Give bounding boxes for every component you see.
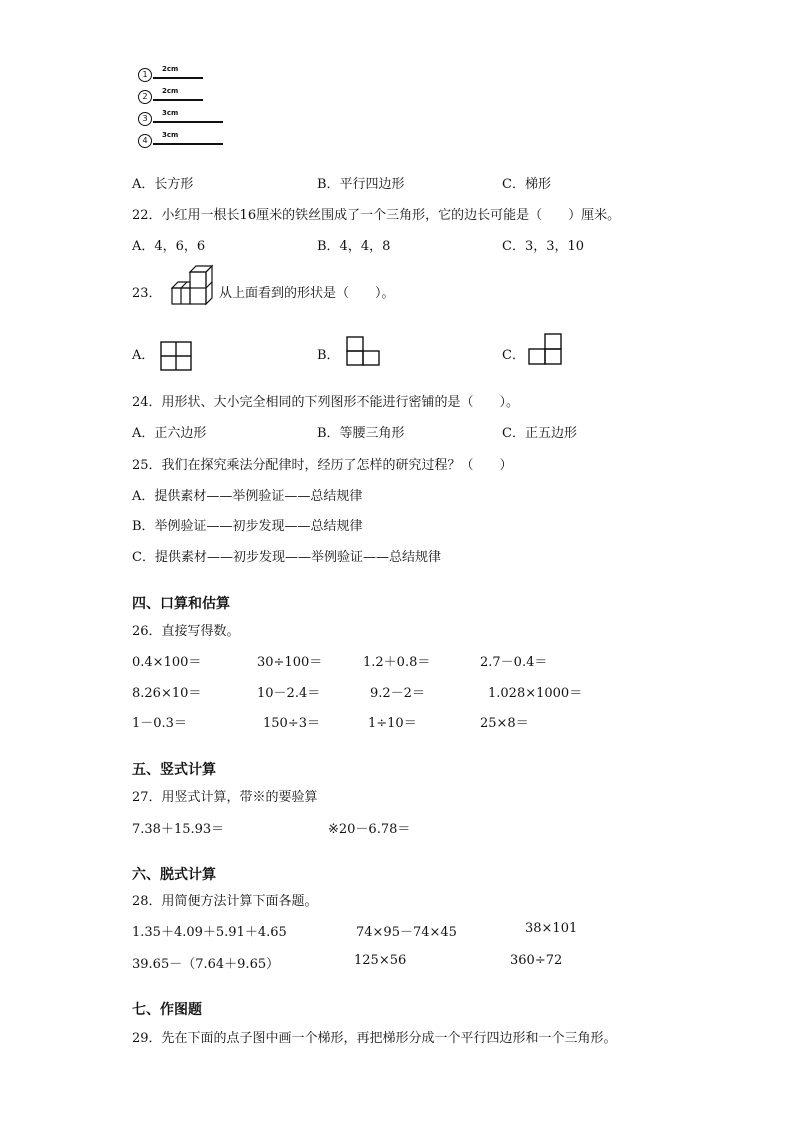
q23-option-b-label: B．	[317, 348, 340, 363]
vertical-calc-item: 7.38＋15.93＝	[132, 822, 225, 837]
calc-item: 1.028×1000＝	[488, 686, 583, 701]
simplify-item: 38×101	[525, 921, 578, 936]
q27-question: 27．用竖式计算，带※的要验算	[132, 790, 318, 805]
segment-line	[153, 121, 223, 123]
q23-option-a-figure	[160, 341, 194, 373]
segment-line	[153, 77, 203, 79]
section-6-title: 六、脱式计算	[132, 867, 216, 883]
q22-option-b: B．4，4，8	[317, 239, 391, 254]
calc-item: 2.7－0.4＝	[480, 655, 548, 670]
q25-option-a: A．提供素材——举例验证——总结规律	[132, 489, 363, 504]
calc-item: 10－2.4＝	[257, 686, 321, 701]
section-5-title: 五、竖式计算	[132, 762, 216, 778]
q24-option-a: A．正六边形	[132, 426, 207, 441]
q23-number: 23．	[132, 286, 162, 301]
q22-question: 22．小红用一根长16厘米的铁丝围成了一个三角形，它的边长可能是（ ）厘米。	[132, 208, 621, 223]
segment-number: 3	[138, 112, 152, 126]
calc-item: 25×8＝	[480, 716, 529, 731]
q26-question: 26．直接写得数。	[132, 624, 240, 639]
q25-option-c: C．提供素材——初步发现——举例验证——总结规律	[132, 550, 441, 565]
q24-option-b: B．等腰三角形	[317, 426, 405, 441]
simplify-item: 1.35＋4.09＋5.91＋4.65	[132, 925, 287, 940]
segment-number: 1	[138, 68, 152, 82]
calc-item: 0.4×100＝	[132, 655, 202, 670]
calc-item: 30÷100＝	[257, 655, 323, 670]
q23-question: 从上面看到的形状是（ ）。	[219, 286, 395, 301]
q24-question: 24．用形状、大小完全相同的下列图形不能进行密铺的是（ ）。	[132, 395, 520, 410]
q21-option-b: B．平行四边形	[317, 177, 405, 192]
q24-option-c: C．正五边形	[502, 426, 577, 441]
section-4-title: 四、口算和估算	[132, 596, 230, 612]
simplify-item: 360÷72	[510, 953, 563, 968]
q23-option-c-label: C．	[502, 348, 525, 363]
cube-stack-figure	[170, 264, 216, 308]
segment-length-label: 2cm	[162, 87, 179, 95]
segment-line	[153, 143, 223, 145]
q25-option-b: B．举例验证——初步发现——总结规律	[132, 519, 363, 534]
q23-option-c-figure	[528, 333, 564, 367]
calc-item: 9.2－2＝	[370, 686, 425, 701]
q25-question: 25．我们在探究乘法分配律时，经历了怎样的研究过程？（ ）	[132, 458, 513, 473]
segment-length-label: 2cm	[162, 65, 179, 73]
q21-option-a: A．长方形	[132, 177, 194, 192]
q21-option-c: C．梯形	[502, 177, 551, 192]
q23-option-b-figure	[346, 336, 382, 368]
simplify-item: 39.65－（7.64＋9.65）	[132, 957, 280, 972]
segment-number: 2	[138, 90, 152, 104]
q28-question: 28．用简便方法计算下面各题。	[132, 894, 318, 909]
calc-item: 1－0.3＝	[132, 716, 187, 731]
q22-option-a: A．4，6，6	[132, 239, 206, 254]
q23-option-a-label: A．	[132, 348, 155, 363]
calc-item: 8.26×10＝	[132, 686, 202, 701]
segment-length-label: 3cm	[162, 109, 179, 117]
segment-line	[153, 99, 203, 101]
calc-item: 1÷10＝	[368, 716, 417, 731]
simplify-item: 74×95－74×45	[356, 925, 457, 940]
vertical-calc-item: ※20－6.78＝	[328, 822, 411, 837]
segment-number: 4	[138, 134, 152, 148]
calc-item: 150÷3＝	[263, 716, 320, 731]
section-7-title: 七、作图题	[132, 1002, 202, 1018]
simplify-item: 125×56	[354, 953, 407, 968]
q29-question: 29．先在下面的点子图中画一个梯形，再把梯形分成一个平行四边形和一个三角形。	[132, 1031, 617, 1046]
q22-option-c: C．3，3，10	[502, 239, 585, 254]
calc-item: 1.2＋0.8＝	[363, 655, 431, 670]
segment-length-label: 3cm	[162, 131, 179, 139]
